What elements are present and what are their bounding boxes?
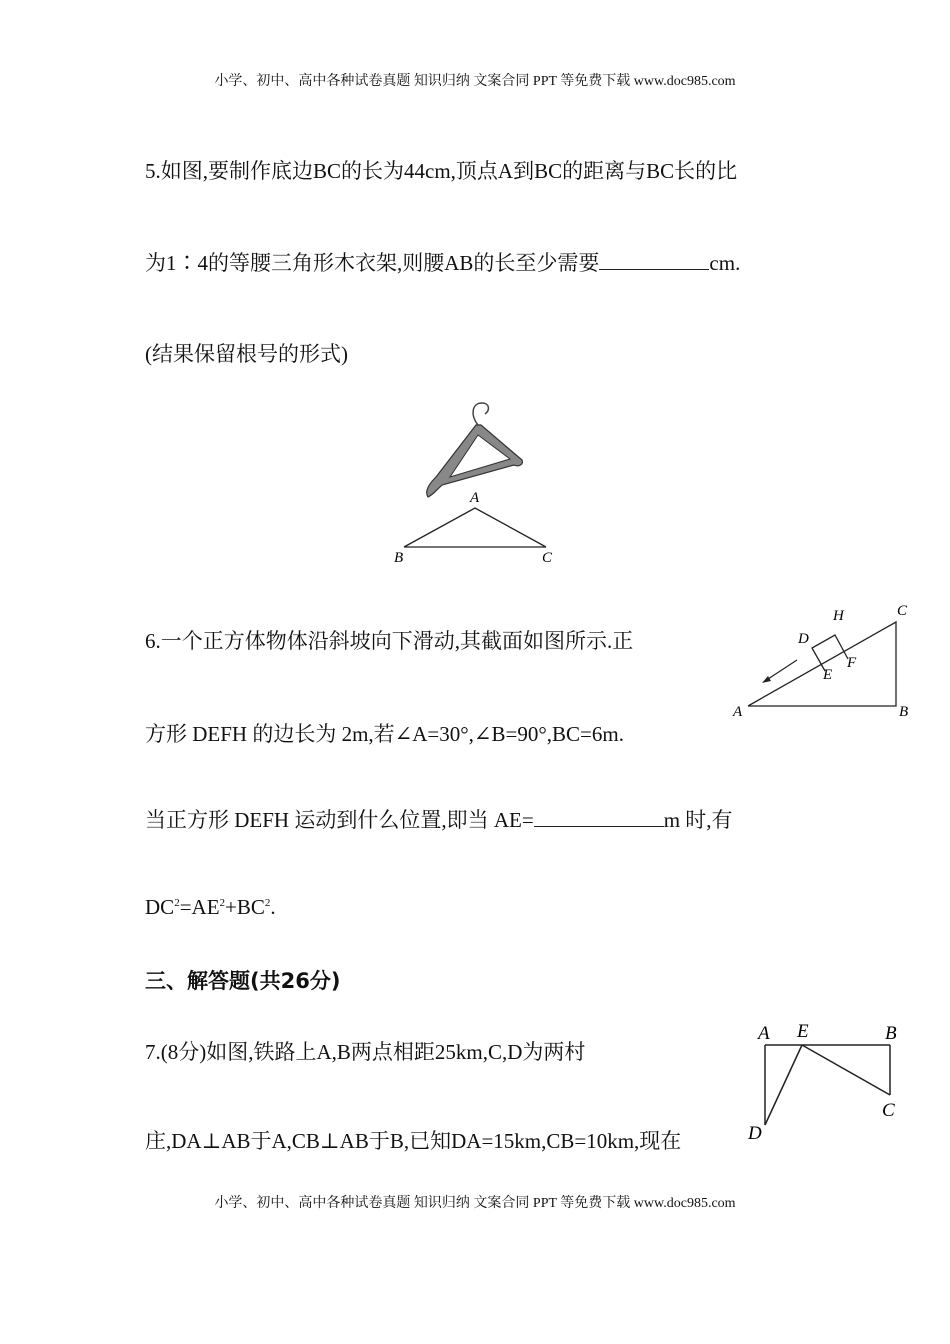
label-a: A xyxy=(758,1023,770,1044)
q5-unit: cm. xyxy=(709,251,741,275)
q5-line1: 5.如图,要制作底边BC的长为44cm,顶点A到BC的距离与BC长的比 xyxy=(145,159,738,183)
triangle-abc xyxy=(748,622,896,706)
q6-sup: 2 xyxy=(174,897,180,909)
q6-unit: m 时,有 xyxy=(663,808,733,832)
q7-line2: 庄,DA⊥AB于A,CB⊥AB于B,已知DA=15km,CB=10km,现在 xyxy=(145,1129,682,1153)
q6-sup: 2 xyxy=(264,897,271,909)
q6-period: . xyxy=(270,895,276,919)
page-header: 小学、初中、高中各种试卷真题 知识归纳 文案合同 PPT 等免费下载 www.doc985.com xyxy=(214,74,736,89)
label-h: H xyxy=(833,608,844,624)
arrow-icon xyxy=(765,660,797,681)
arrowhead-icon xyxy=(762,676,771,683)
railway-figure xyxy=(740,1015,920,1145)
label-a: A xyxy=(733,704,743,720)
label-b: B xyxy=(899,704,909,720)
slope-figure xyxy=(715,590,925,730)
page-footer: 小学、初中、高中各种试卷真题 知识归纳 文案合同 PPT 等免费下载 www.doc985.com xyxy=(214,1196,736,1211)
label-b: B xyxy=(394,550,404,566)
label-f: F xyxy=(847,655,857,671)
q6-line3-text: 当正方形 DEFH 运动到什么位置,即当 AE= xyxy=(145,808,534,832)
q5-line2-text: 为1∶4的等腰三角形木衣架,则腰AB的长至少需要 xyxy=(145,251,600,275)
q6-ae: =AE xyxy=(179,895,220,919)
label-d: D xyxy=(798,631,809,647)
label-e: E xyxy=(823,667,833,683)
q6-line2: 方形 DEFH 的边长为 2m,若∠A=30°,∠B=90°,BC=6m. xyxy=(145,722,624,746)
label-e: E xyxy=(797,1021,809,1042)
label-b: B xyxy=(885,1023,897,1044)
label-a: A xyxy=(470,490,480,506)
triangle-abc xyxy=(404,508,546,547)
label-c: C xyxy=(542,550,553,566)
label-c: C xyxy=(897,603,908,619)
label-c: C xyxy=(882,1100,895,1121)
q6-bc: +BC xyxy=(225,895,265,919)
q5-answer-blank xyxy=(599,248,709,270)
q7-line1: 7.(8分)如图,铁路上A,B两点相距25km,C,D为两村 xyxy=(145,1040,586,1064)
hanger-figure xyxy=(390,395,570,570)
hanger-icon xyxy=(427,403,523,497)
label-d: D xyxy=(748,1123,762,1144)
segment-ed xyxy=(765,1045,802,1125)
q5-line2 xyxy=(145,247,740,277)
q6-sup: 2 xyxy=(219,897,226,909)
section-heading: 三、解答题(共26分) xyxy=(145,969,341,993)
q6-answer-blank xyxy=(534,805,664,827)
q6-dc: DC xyxy=(145,895,175,919)
q6-line1: 6.一个正方体物体沿斜坡向下滑动,其截面如图所示.正 xyxy=(145,629,634,653)
q6-line3 xyxy=(145,804,733,834)
q6-line4 xyxy=(145,895,276,920)
segment-ec xyxy=(802,1045,890,1095)
q5-line3: (结果保留根号的形式) xyxy=(145,342,348,366)
